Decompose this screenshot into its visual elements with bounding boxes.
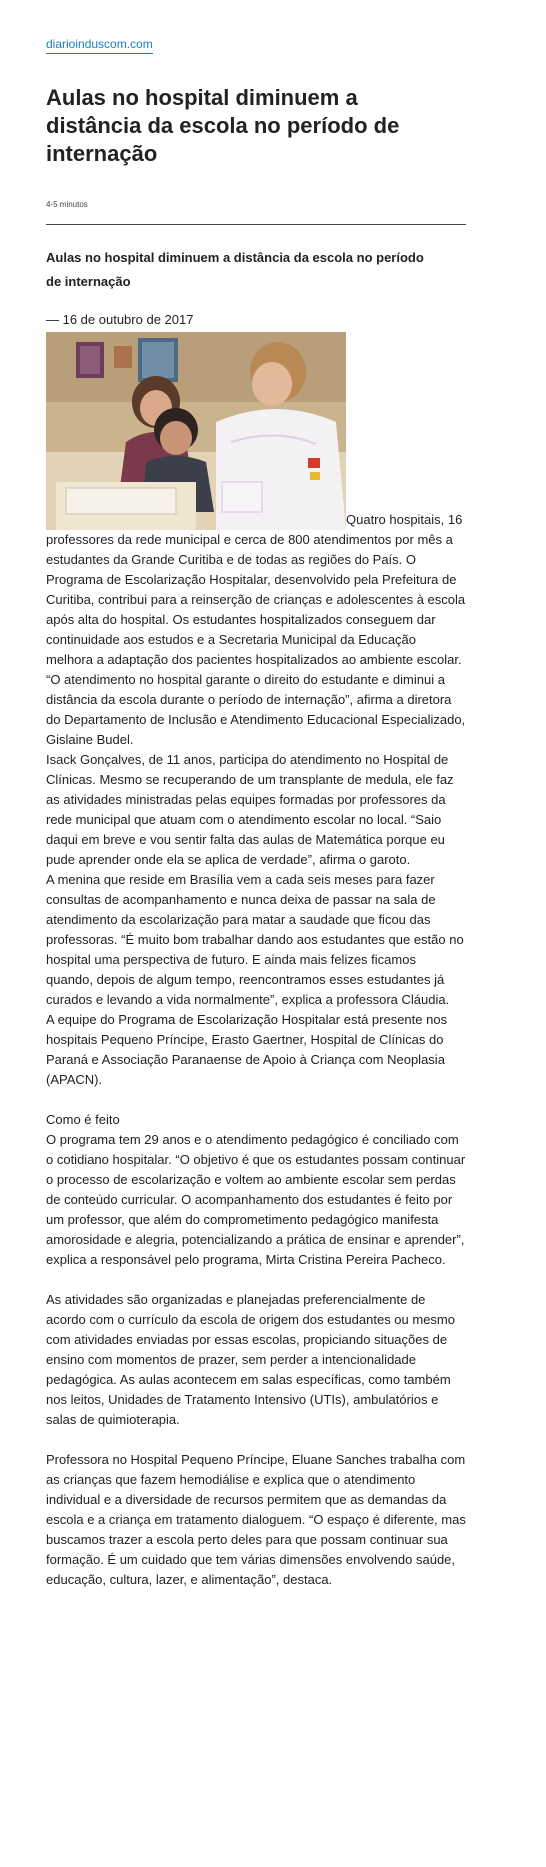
intro-text: Quatro hospitais, 16 professores da rede municipal e cerca de 800 atendimentos por mês a estudantes da Grande Curitiba e de todas as regiões do País. O Programa de Escolarização Hospitalar, desenvolvido pela Prefeitura de Curitiba, contribui para a reinserção de crianças e adolescentes à escola após alta do hospital. Os estudantes hospitalizados conseguem dar continuidade aos estudos e a Secretaria Municipal da Educação melhora a adaptação dos pacientes hospitalizados ao ambiente escolar. (46, 512, 466, 667)
read-time: 4-5 minutos (46, 200, 88, 209)
body-paragraph: A equipe do Programa de Escolarização Hospitalar está presente nos hospitais Pequeno Príncipe, Erasto Gaertner, Hospital de Clínicas do Paraná e Associação Paranaense de Apoio à Criança com Neoplasia (APACN). (46, 1012, 448, 1087)
site-domain-link[interactable]: diarioinduscom.com (46, 37, 153, 54)
article-title: Aulas no hospital diminuem a distância da escola no período de internação (46, 85, 400, 166)
body-paragraph: Isack Gonçalves, de 11 anos, participa do atendimento no Hospital de Clínicas. Mesmo se recuperando de um transplante de medula, ele faz as atividades ministradas pelas equipes formadas por professores da rede municipal que atuam com o atendimento escolar no local. “Saio daqui em breve e vou sentir falta das aulas de Matemática porque eu pude aprender onde ela se aplica de verdade”, afirma o garoto. (46, 752, 454, 867)
section-heading: Como é feito (46, 1112, 120, 1127)
intro-paragraph (46, 332, 466, 670)
body-paragraph: Professora no Hospital Pequeno Príncipe, Eluane Sanches trabalha com as crianças que fazem hemodiálise e explica que o atendimento individual e a diversidade de recursos permitem que as demandas da escola e a criança em tratamento dialoguem. “O espaço é diferente, mas buscamos trazer a escola perto deles para que possam continuar sua formação. É um cuidado que tem várias dimensões envolvendo saúde, educação, cultura, lazer, e alimentação”, destaca. (46, 1452, 466, 1587)
body-paragraph: “O atendimento no hospital garante o direito do estudante e diminui a distância da escola durante o período de internação”, afirma a diretora do Departamento de Inclusão e Atendimento Educacional Especializado, Gislaine Budel. (46, 672, 466, 747)
body-paragraph: O programa tem 29 anos e o atendimento pedagógico é conciliado com o cotidiano hospitalar. “O objetivo é que os estudantes possam continuar o processo de escolarização e voltem ao ambiente escolar sem perdas de conteúdo curricular. O acompanhamento dos estudantes é feito por um professor, que além do comprometimento pedagógico manifesta amorosidade e alegria, potencializando a prática de ensinar e aprender”, explica a responsável pelo programa, Mirta Cristina Pereira Pacheco. (46, 1132, 466, 1267)
divider (46, 224, 466, 225)
article-date: — 16 de outubro de 2017 (46, 312, 194, 327)
article-body (46, 332, 466, 1590)
body-paragraph: A menina que reside em Brasília vem a cada seis meses para fazer consultas de acompanhamento e nunca deixa de passar na sala de atendimento da escolarização para matar a saudade que ficou das professoras. “É muito bom trabalhar dando aos estudantes que estão no hospital uma perspectiva de futuro. E ainda mais felizes ficamos quando, depois de algum tempo, reencontramos esses estudantes já curados e levando a vida normalmente”, explica a professora Cláudia. (46, 872, 464, 1007)
body-paragraph: As atividades são organizadas e planejadas preferencialmente de acordo com o currículo da escola de origem dos estudantes ou mesmo com atividades enviadas por essas escolas, propiciando situações de ensino com momentos de prazer, sem perder a intencionalidade pedagógica. As aulas acontecem em salas específicas, como também nos leitos, Unidades de Tratamento Intensivo (UTIs), ambulatórios e salas de quimioterapia. (46, 1292, 455, 1427)
article-subtitle: Aulas no hospital diminuem a distância da escola no período de internação (46, 250, 424, 289)
article-photo (46, 332, 346, 530)
